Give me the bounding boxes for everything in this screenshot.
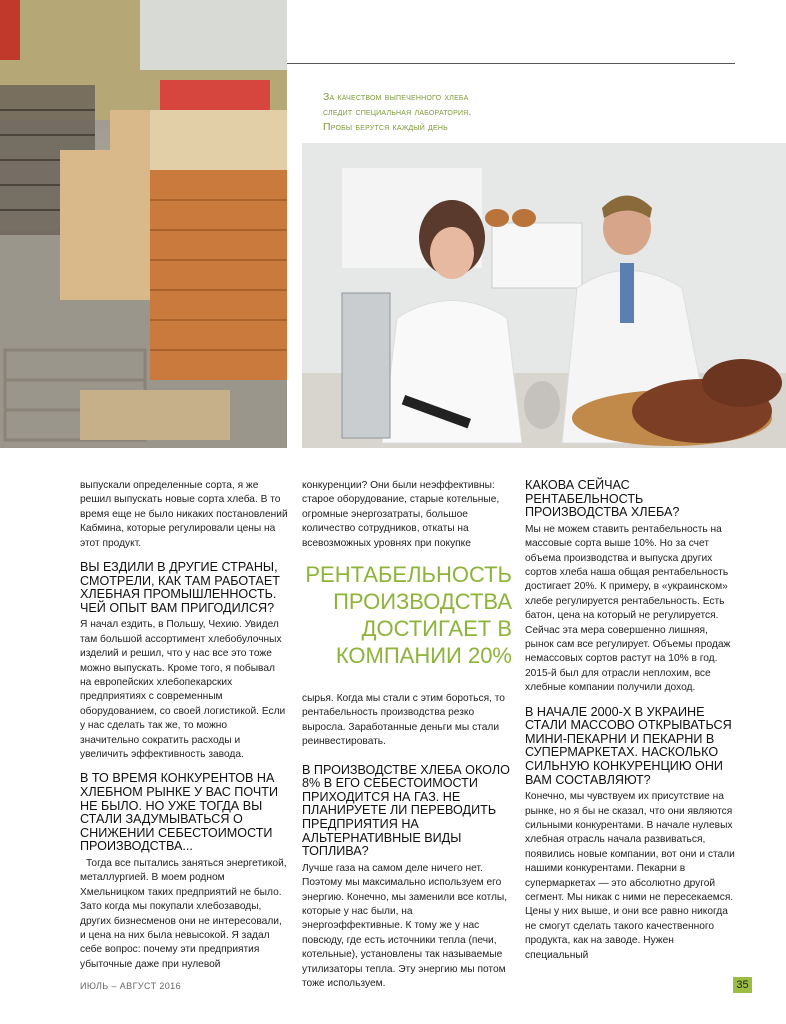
- caption-line-1: За качеством выпеченного хлеба: [323, 91, 469, 103]
- caption-line-2: следит специальная лаборатория.: [323, 106, 472, 118]
- interview-question: В НАЧАЛЕ 2000-Х В УКРАИНЕ СТАЛИ МАССОВО ОТКРЫВАТЬСЯ МИНИ-ПЕКАРНИ И ПЕКАРНИ В СУПЕРМАРКЕТАХ. НАСКОЛЬКО СИЛЬНУЮ КОНКУРЕНЦИЮ ОНИ ВАМ СОСТАВЛЯЮТ?: [525, 704, 732, 787]
- paragraph: Лучше газа на самом деле ничего нет. Поэтому мы максимально используем его энергию. Конечно, мы заменили все котлы, которые у нас были, на энергоэффективные. К тому же у нас повсюду, где есть источники тепла (печи, котельные), установлены так называемые утилизаторы тепла. Эту энергию мы потом тоже используем.: [302, 862, 508, 990]
- photo-caption: [323, 90, 513, 135]
- issue-date: ИЮЛЬ – АВГУСТ 2016: [80, 981, 181, 991]
- paragraph: Я начал ездить, в Польшу, Чехию. Увидел там большой ассортимент хлебобулочных изделий и решил, что у нас все это тоже можно выпускать. Кроме того, я побывал на европейских хлебопекарских предприятиях с современным оборудованием, со своей логистикой. Если у нас сделать так же, то можно значительно сократить расходы и увеличить эффективность завода.: [80, 619, 286, 761]
- column-2-top: [302, 479, 512, 555]
- warehouse-photo: [0, 0, 287, 448]
- pull-quote: РЕНТАБЕЛЬНОСТЬ ПРОИЗВОДСТВА ДОСТИГАЕТ В КОМПАНИИ 20%: [305, 562, 512, 668]
- column-1: [80, 479, 288, 976]
- paragraph: Конечно, мы чувствуем их присутствие на рынке, но я бы не сказал, что они являются сильными конкурентами. В начале нулевых хлебная отрасль начала развиваться, появились новые компании, вот они и стали нашими конкурентами. Пекарни в супермаркетах — это абсолютно другой сегмент. Мы никак с ними не пересекаемся. Цены у них выше, и они все равно никогда не смогут сделать такого качественного продукта, как на заводе. Нужен специальный: [525, 791, 735, 961]
- paragraph: Тогда все пытались заняться энергетикой, металлургией. В моем родном Хмельницком таких предприятий не было. Зато когда мы покупали хлебозаводы, других бизнесменов они не интересовали, и цена на них была невысокой. Я задал себе вопрос: почему эти предприятия убыточные даже при нулевой: [80, 858, 287, 970]
- column-2-bottom: [302, 692, 512, 995]
- interview-question: КАКОВА СЕЙЧАС РЕНТАБЕЛЬНОСТЬ ПРОИЗВОДСТВА ХЛЕБА?: [525, 478, 680, 520]
- caption-line-3: Пробы берутся каждый день: [323, 121, 448, 133]
- paragraph: конкуренции? Они были неэффективны: старое оборудование, старые котельные, огромные энергозатраты, большое количество сотрудников, откаты на всевозможных уровнях при покупке: [302, 480, 500, 549]
- paragraph: Мы не можем ставить рентабельность на массовые сорта выше 10%. Но за счет объема производства и выпуска других сортов хлеба наша общая рентабельность достигает 20%. К примеру, в «украинском» хлебе регулируется рентабельность. Есть батон, цена на который не регулируется. Сейчас эта мера совершенно лишняя, рынок сам все регулирует. Объемы продаж немассовых сортов растут на 10% в год. 2015-й был для отрасли неплохим, все хлебные компании получили доход.: [525, 523, 731, 694]
- page-number: 35: [733, 977, 752, 993]
- header-rule: [287, 63, 735, 64]
- interview-question: В ПРОИЗВОДСТВЕ ХЛЕБА ОКОЛО 8% В ЕГО СЕБЕСТОИМОСТИ ПРИХОДИТСЯ НА ГАЗ. НЕ ПЛАНИРУЕТЕ ЛИ ПЕРЕВОДИТЬ ПРЕДПРИЯТИЯ НА АЛЬТЕРНАТИВНЫЕ ВИДЫ ТОПЛИВА?: [302, 762, 510, 859]
- interview-question: В ТО ВРЕМЯ КОНКУРЕНТОВ НА ХЛЕБНОМ РЫНКЕ У ВАС ПОЧТИ НЕ БЫЛО. НО УЖЕ ТОГДА ВЫ СТАЛИ ЗАДУМЫВАТЬСЯ О СНИЖЕНИИ СЕБЕСТОИМОСТИ ПРОИЗВОДСТВА...: [80, 771, 278, 854]
- column-3: [525, 479, 735, 967]
- interview-question: ВЫ ЕЗДИЛИ В ДРУГИЕ СТРАНЫ, СМОТРЕЛИ, КАК ТАМ РАБОТАЕТ ХЛЕБНАЯ ПРОМЫШЛЕННОСТЬ. ЧЕЙ ОПЫТ ВАМ ПРИГОДИЛСЯ?: [80, 560, 280, 615]
- paragraph: выпускали определенные сорта, я же решил выпускать новые сорта хлеба. В то время еще не было никаких постановлений Кабмина, которые регулировали цены на этот продукт.: [80, 480, 288, 549]
- laboratory-photo: [302, 143, 786, 448]
- paragraph: сырья. Когда мы стали с этим бороться, то рентабельность производства резко выросла. Заработанные деньги мы стали реинвестировать.: [302, 693, 505, 748]
